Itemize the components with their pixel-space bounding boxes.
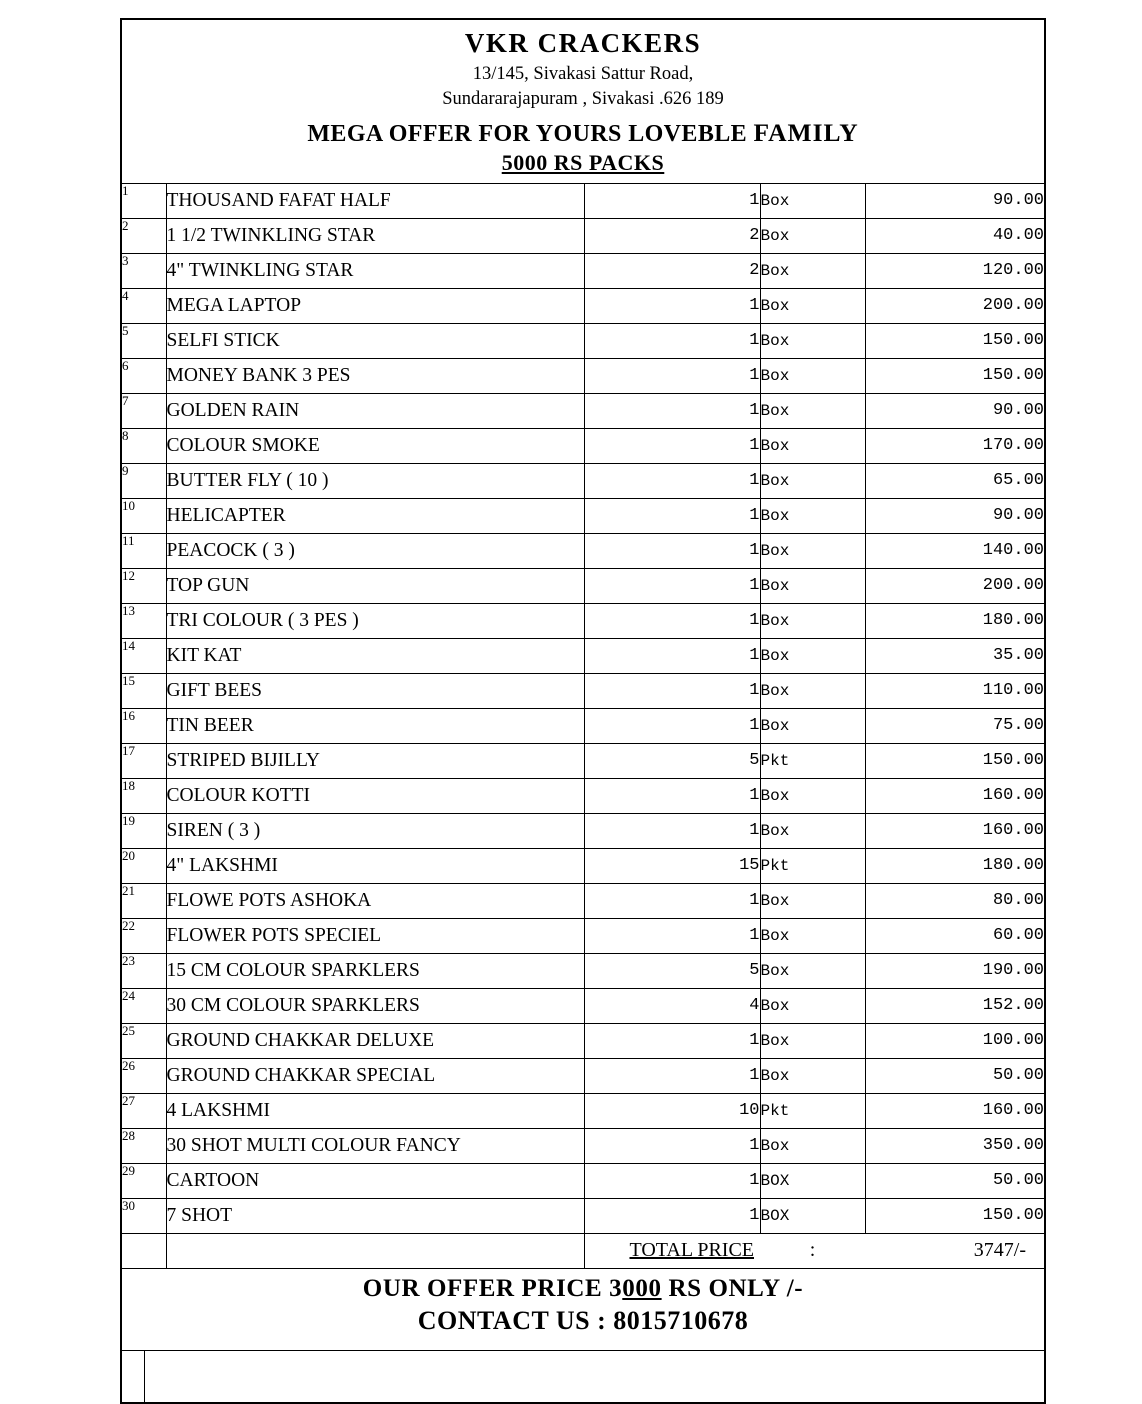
row-qty: 1 (584, 463, 760, 498)
row-name: FLOWE POTS ASHOKA (166, 883, 584, 918)
total-row (122, 1233, 1044, 1268)
table-row (122, 988, 1044, 1023)
row-price: 180.00 (865, 848, 1044, 883)
row-unit: Box (760, 953, 865, 988)
row-unit: Box (760, 918, 865, 953)
offer-price-suffix: RS ONLY /- (661, 1274, 804, 1302)
row-price: 110.00 (865, 673, 1044, 708)
row-price: 65.00 (865, 463, 1044, 498)
address-line-1: 13/145, Sivakasi Sattur Road, (472, 64, 694, 85)
row-qty: 15 (584, 848, 760, 883)
row-unit: Box (760, 673, 865, 708)
total-price-value: 3747/- (865, 1233, 1044, 1268)
row-price: 160.00 (865, 813, 1044, 848)
table-row (122, 708, 1044, 743)
row-price: 200.00 (865, 568, 1044, 603)
row-price: 90.00 (865, 498, 1044, 533)
total-price-label: TOTAL PRICE (584, 1233, 760, 1268)
row-price: 40.00 (865, 218, 1044, 253)
row-sno: 3 (122, 253, 166, 288)
row-unit: Box (760, 463, 865, 498)
document-header (122, 20, 1044, 183)
table-row (122, 1058, 1044, 1093)
row-qty: 4 (584, 988, 760, 1023)
row-price: 60.00 (865, 918, 1044, 953)
row-qty: 10 (584, 1093, 760, 1128)
row-sno: 24 (122, 988, 166, 1023)
row-unit: BOX (760, 1198, 865, 1233)
row-name: GIFT BEES (166, 673, 584, 708)
table-row (122, 288, 1044, 323)
row-name: CARTOON (166, 1163, 584, 1198)
row-qty: 1 (584, 1023, 760, 1058)
table-row (122, 183, 1044, 218)
footer-spacer-inner (122, 1350, 1044, 1403)
row-unit: Box (760, 323, 865, 358)
row-unit: Box (760, 708, 865, 743)
row-qty: 1 (584, 1198, 760, 1233)
row-qty: 1 (584, 673, 760, 708)
offer-title-family: FAMILY (753, 118, 859, 148)
row-unit: Box (760, 533, 865, 568)
table-row (122, 253, 1044, 288)
row-sno: 13 (122, 603, 166, 638)
row-sno: 17 (122, 743, 166, 778)
document-footer (122, 1268, 1044, 1350)
row-unit: Box (760, 988, 865, 1023)
offer-price-line (122, 1274, 1044, 1304)
row-name: BUTTER FLY ( 10 ) (166, 463, 584, 498)
row-unit: Box (760, 218, 865, 253)
row-name: SELFI STICK (166, 323, 584, 358)
row-sno: 22 (122, 918, 166, 953)
row-name: KIT KAT (166, 638, 584, 673)
row-price: 190.00 (865, 953, 1044, 988)
row-unit: Box (760, 568, 865, 603)
row-name: COLOUR SMOKE (166, 428, 584, 463)
row-qty: 1 (584, 498, 760, 533)
row-name: GOLDEN RAIN (166, 393, 584, 428)
row-name: 4 LAKSHMI (166, 1093, 584, 1128)
row-sno: 30 (122, 1198, 166, 1233)
row-unit: Box (760, 638, 865, 673)
table-row (122, 218, 1044, 253)
offer-price-underlined: 000 (622, 1274, 662, 1302)
row-price: 120.00 (865, 253, 1044, 288)
table-row (122, 638, 1044, 673)
packs-title: 5000 RS PACKS (501, 149, 665, 175)
row-name: THOUSAND FAFAT HALF (166, 183, 584, 218)
row-name: GROUND CHAKKAR SPECIAL (166, 1058, 584, 1093)
table-row (122, 428, 1044, 463)
row-price: 100.00 (865, 1023, 1044, 1058)
row-name: FLOWER POTS SPECIEL (166, 918, 584, 953)
row-sno: 15 (122, 673, 166, 708)
row-sno: 16 (122, 708, 166, 743)
row-name: TIN BEER (166, 708, 584, 743)
table-row (122, 918, 1044, 953)
row-sno: 19 (122, 813, 166, 848)
footer-column-tick (144, 1351, 145, 1403)
table-row (122, 673, 1044, 708)
row-qty: 2 (584, 253, 760, 288)
table-row (122, 883, 1044, 918)
row-name: SIREN ( 3 ) (166, 813, 584, 848)
row-price: 90.00 (865, 183, 1044, 218)
row-sno: 1 (122, 183, 166, 218)
table-row (122, 463, 1044, 498)
total-blank-sno (122, 1233, 166, 1268)
row-sno: 28 (122, 1128, 166, 1163)
row-price: 80.00 (865, 883, 1044, 918)
row-price: 150.00 (865, 358, 1044, 393)
address-line-2: Sundararajapuram , Sivakasi .626 189 (442, 89, 724, 110)
offer-title (122, 118, 1044, 149)
row-name: 4" TWINKLING STAR (166, 253, 584, 288)
row-unit: Box (760, 883, 865, 918)
table-row (122, 848, 1044, 883)
row-price: 90.00 (865, 393, 1044, 428)
table-row (122, 358, 1044, 393)
row-qty: 1 (584, 778, 760, 813)
total-price-colon: : (760, 1233, 865, 1268)
row-price: 75.00 (865, 708, 1044, 743)
offer-title-main: MEGA OFFER FOR YOURS LOVEBLE (307, 121, 754, 148)
row-unit: Box (760, 498, 865, 533)
row-name: PEACOCK ( 3 ) (166, 533, 584, 568)
row-sno: 27 (122, 1093, 166, 1128)
row-name: MEGA LAPTOP (166, 288, 584, 323)
table-row (122, 1128, 1044, 1163)
row-sno: 5 (122, 323, 166, 358)
row-price: 50.00 (865, 1163, 1044, 1198)
row-qty: 1 (584, 1058, 760, 1093)
row-unit: Box (760, 253, 865, 288)
items-table (122, 183, 1044, 1268)
row-sno: 21 (122, 883, 166, 918)
row-qty: 1 (584, 603, 760, 638)
offer-price-prefix: OUR OFFER PRICE 3 (362, 1274, 623, 1302)
row-sno: 11 (122, 533, 166, 568)
table-row (122, 323, 1044, 358)
row-sno: 14 (122, 638, 166, 673)
row-qty: 5 (584, 953, 760, 988)
row-qty: 5 (584, 743, 760, 778)
row-price: 160.00 (865, 1093, 1044, 1128)
row-name: GROUND CHAKKAR DELUXE (166, 1023, 584, 1058)
row-unit: Box (760, 1128, 865, 1163)
row-qty: 1 (584, 638, 760, 673)
row-name: 4" LAKSHMI (166, 848, 584, 883)
row-name: 1 1/2 TWINKLING STAR (166, 218, 584, 253)
row-sno: 8 (122, 428, 166, 463)
row-unit: Box (760, 813, 865, 848)
row-price: 170.00 (865, 428, 1044, 463)
price-list-sheet (120, 18, 1046, 1404)
row-sno: 23 (122, 953, 166, 988)
row-sno: 7 (122, 393, 166, 428)
row-qty: 1 (584, 183, 760, 218)
table-row (122, 1198, 1044, 1233)
row-price: 150.00 (865, 323, 1044, 358)
row-name: 15 CM COLOUR SPARKLERS (166, 953, 584, 988)
row-unit: BOX (760, 1163, 865, 1198)
row-unit: Box (760, 183, 865, 218)
row-name: 30 CM COLOUR SPARKLERS (166, 988, 584, 1023)
table-row (122, 603, 1044, 638)
row-qty: 1 (584, 393, 760, 428)
row-name: 7 SHOT (166, 1198, 584, 1233)
row-qty: 1 (584, 428, 760, 463)
row-name: MONEY BANK 3 PES (166, 358, 584, 393)
row-qty: 1 (584, 708, 760, 743)
row-sno: 26 (122, 1058, 166, 1093)
contact-line: CONTACT US : 8015710678 (417, 1305, 749, 1335)
row-qty: 1 (584, 533, 760, 568)
row-name: TRI COLOUR ( 3 PES ) (166, 603, 584, 638)
footer-spacer (122, 1350, 1044, 1402)
row-qty: 1 (584, 323, 760, 358)
row-name: HELICAPTER (166, 498, 584, 533)
row-unit: Box (760, 288, 865, 323)
row-price: 152.00 (865, 988, 1044, 1023)
row-qty: 2 (584, 218, 760, 253)
table-row (122, 498, 1044, 533)
row-name: TOP GUN (166, 568, 584, 603)
table-row (122, 743, 1044, 778)
row-price: 50.00 (865, 1058, 1044, 1093)
row-sno: 10 (122, 498, 166, 533)
row-qty: 1 (584, 358, 760, 393)
table-row (122, 1023, 1044, 1058)
row-unit: Box (760, 358, 865, 393)
row-unit: Box (760, 778, 865, 813)
table-row (122, 1093, 1044, 1128)
row-qty: 1 (584, 918, 760, 953)
row-price: 160.00 (865, 778, 1044, 813)
row-unit: Box (760, 1058, 865, 1093)
row-sno: 20 (122, 848, 166, 883)
row-qty: 1 (584, 813, 760, 848)
row-sno: 25 (122, 1023, 166, 1058)
row-qty: 1 (584, 1128, 760, 1163)
table-row (122, 778, 1044, 813)
row-price: 140.00 (865, 533, 1044, 568)
table-row (122, 813, 1044, 848)
row-sno: 2 (122, 218, 166, 253)
row-unit: Box (760, 603, 865, 638)
row-qty: 1 (584, 288, 760, 323)
row-sno: 12 (122, 568, 166, 603)
row-sno: 29 (122, 1163, 166, 1198)
row-qty: 1 (584, 568, 760, 603)
row-unit: Pkt (760, 743, 865, 778)
row-price: 350.00 (865, 1128, 1044, 1163)
items-table-body (122, 183, 1044, 1268)
row-unit: Box (760, 393, 865, 428)
row-price: 150.00 (865, 743, 1044, 778)
row-qty: 1 (584, 1163, 760, 1198)
row-unit: Pkt (760, 1093, 865, 1128)
row-sno: 9 (122, 463, 166, 498)
row-unit: Box (760, 428, 865, 463)
row-price: 150.00 (865, 1198, 1044, 1233)
row-price: 180.00 (865, 603, 1044, 638)
row-price: 35.00 (865, 638, 1044, 673)
row-sno: 18 (122, 778, 166, 813)
table-row (122, 533, 1044, 568)
row-name: COLOUR KOTTI (166, 778, 584, 813)
row-name: 30 SHOT MULTI COLOUR FANCY (166, 1128, 584, 1163)
row-sno: 6 (122, 358, 166, 393)
table-row (122, 393, 1044, 428)
row-unit: Pkt (760, 848, 865, 883)
table-row (122, 953, 1044, 988)
row-name: STRIPED BIJILLY (166, 743, 584, 778)
row-price: 200.00 (865, 288, 1044, 323)
total-blank-name (166, 1233, 584, 1268)
row-qty: 1 (584, 883, 760, 918)
row-unit: Box (760, 1023, 865, 1058)
shop-name: VKR CRACKERS (464, 28, 702, 58)
table-row (122, 1163, 1044, 1198)
table-row (122, 568, 1044, 603)
row-sno: 4 (122, 288, 166, 323)
